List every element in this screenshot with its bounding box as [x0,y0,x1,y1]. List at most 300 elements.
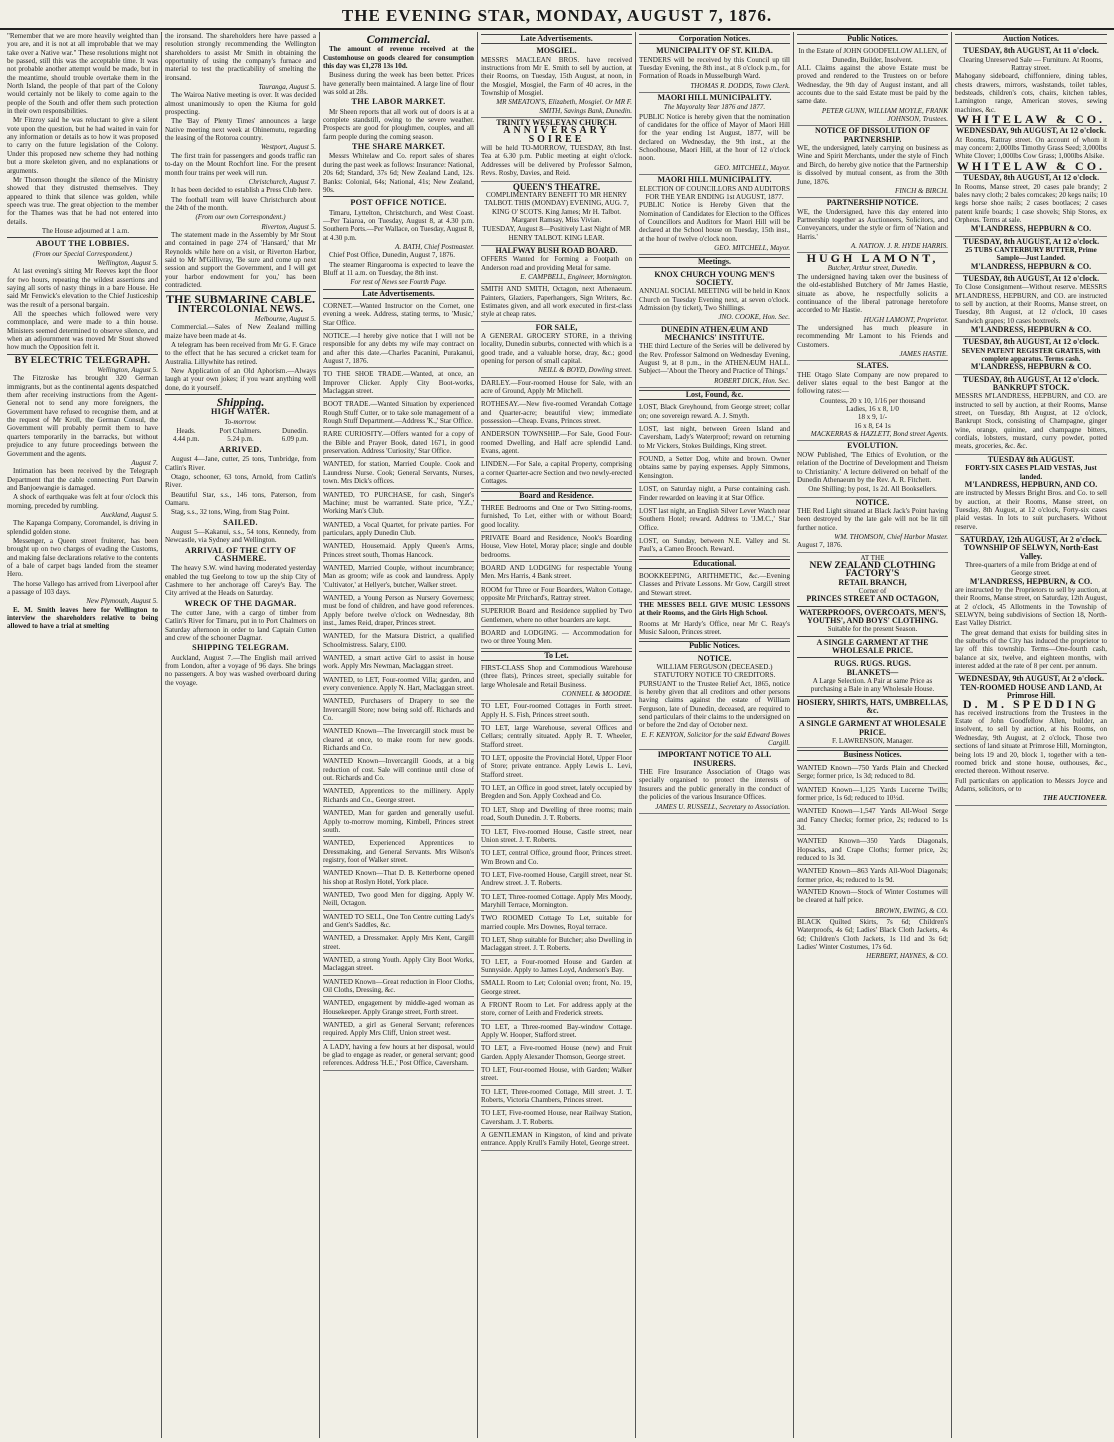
advertisement [797,441,948,497]
classified-ad: WANTED, a girl as General Servant; references required. Apply Mrs Cliff, Union street west. [323,1020,474,1041]
price-row: Countess, 20 x 10, 1/16 per thousand [819,396,926,405]
divider [7,237,158,238]
auction-notice [955,274,1107,337]
advertisement [639,93,790,175]
article-paragraph: Business during the week has been better. Prices have generally been maintained. A large line of flour was sold at 28s. [323,71,474,97]
signature: MR SMEATON'S, Elizabeth, Mosgiel. Or MR F. SMITH, Savings Bank, Dunedin. [496,98,632,115]
classified-ad: LOST, on Saturday night, a Purse containing cash. Finder rewarded on leaving it at Star Office. [639,484,790,505]
article-paragraph: Mr Fitzroy said he was reluctant to give a silent vote upon the question, but he had waited in vain for any information or details as to how it was proposed to carry on the future legislation of the Colony. Under this proposed new scheme they had nothing but a more skeleton given, and no explanations or arguments. [7,116,158,175]
ad-subheading: In the Estate of JOHN GOODFELLOW ALLEN, of Dunedin, Builder, Insolvent. [798,47,947,64]
auction-notice [955,674,1107,805]
byline: (From our Special Correspondent.) [32,249,133,258]
auction-date: TUESDAY, 8th AUGUST, At 12 o'clock. [962,374,1100,384]
auction-notice [955,455,1107,535]
classified-ad: SUPERIOR Board and Residence supplied by Two Gentlemen, where no other boarders are kept. [481,606,632,627]
column-3 [320,32,478,1438]
article-paragraph: The statement made in the Assembly by Mr Stout and contained in page 274 of 'Hansard,' that Mr Reynolds while here on a visit, or Riverton Harbor, said to Mr M'Gillivray, 'Be sure and come up next session and support the Government, and I will get your harbor endowment for you,' has been contradicted. [165,230,316,289]
classified-ad: TO LET, Four-roomed Cottages in Forth street. Apply H. S. Fish, Princes street south. [481,701,632,722]
advertisement [481,46,632,118]
classified-ad: WANTED, to LET, Four-roomed Villa; garden, and every convenience. Apply N. Hart, Maclaggan street. [323,675,474,696]
tide-port-label: Port Chalmers. [219,427,262,436]
ad-heading: PARTNERSHIP NOTICE. [826,198,919,208]
signature: JAMES U. RUSSELL, Secretary to Association. [655,802,790,811]
signature: CONNELL & MOODIE. [561,690,632,699]
classified-ad: BOARD and LODGING. — Accommodation for two or three Young Men. [481,628,632,649]
classified-ad: WANTED, for the Matsura District, a qualified Schoolmistress. Salary, £100. [323,631,474,652]
classified-ad: WANTED, a Dressmaker. Apply Mrs Kent, Cargill street. [323,933,474,954]
classified-ad: A LADY, having a few hours at her disposal, would be glad to engage as reader, or general servant; good references. Address 'H.E.,' Post Office, Caversham. [323,1042,474,1071]
divider [797,606,948,607]
byline: (From our own Correspondent.) [195,213,286,222]
classified-ad: TO LET, Shop and Dwelling of three rooms; main road, South Dunedin. J. T. Roberts. [481,805,632,826]
signature: GEO. MITCHELL, Mayor. [714,243,790,252]
classified-ad: DARLEY.—Four-roomed House for Sale, with an acre of Ground, Apply Mr Mitchell. [481,378,632,399]
article-paragraph: Messrs Whitelaw and Co. report sales of shares during the past week as follows: Insurance: National, 20s 6d; Standard, 37s 6d; New Zealand Land, 12s. Banks: Colonial, 64s; National, 41s; New Zealand, 90s. [323,152,474,194]
ad-heading: EVOLUTION. [847,441,898,451]
divider [797,636,948,637]
dateline: Auckland, August 5. [100,510,158,519]
classified-ad: WANTED Known—750 Yards Plain and Checked Serge; former price, 1s 3d; reduced to 8d. [797,763,948,784]
section-heading: Public Notices. [797,34,948,44]
classified-ad: WANTED, Housemaid. Apply Queen's Arms, Princes street south, Thomas Hancock. [323,541,474,562]
ad-body: THE Otago Slate Company are now prepared to deliver slates equal to the best Bangor at the following rates:— [797,370,948,396]
ad-body: will be held TO-MORROW, TUESDAY, 8th Inst. Tea at 6.30 p.m. Public meeting at eight o'clock. Addresses will be delivered by Professor Salmon, Revs. Rosby, Davies, and Reid. [481,144,632,178]
classified-ad: FOUND, a Setter Dog, white and brown. Owner obtains same by paying expenses. Apply Simmons, Kensington. [639,454,790,483]
classified-ad: BOOKKEEPING, ARITHMETIC, &c.—Evening Classes and Private Lessons. Mr Gow, Cargill street and Stewart street. [639,571,790,600]
classified-ad: LOST, Black Greyhound, from George street; collar on; one sovereign reward. A. J. Smyth. [639,402,790,423]
article-paragraph: the ironsand. The shareholders here have passed a resolution strongly recommending the Wellington shareholders to assist Mr Smith in obtaining the opportunity of using the company's furnace and material to test the practicability of smelting the ironsand. [165,32,316,82]
classified-ad: TO LET, Three-roomed Cottage, Mill street. J. T. Roberts, Victoria Chambers, Princes street. [481,1087,632,1108]
article-paragraph: The cutter Jane, with a cargo of timber from Catlin's River for Timaru, put in to Port Chalmers on Saturday afternoon in order to land Captain Cutten and crew of the schooner Dagmar. [165,609,316,643]
classified-ad: WANTED Known—863 Yards All-Wool Diagonals; former price, 4s; reduced to 1s 9d. [797,866,948,887]
article-paragraph: The football team will leave Christchurch about the 24th of the month. [165,195,316,212]
dateline: Wellington, August 5. [97,258,158,267]
auction-date: SATURDAY, 12th AUGUST, At 2 o'clock. [960,534,1102,544]
classified-ad: TO LET, a Four-roomed House and Garden at Sunnyside. Apply to James Loyd, Anderson's Bay. [481,957,632,978]
signature: GEO. MITCHELL, Mayor. [714,163,790,172]
ad-body: WE, the undersigned, lately carrying on business as Wine and Spirit Merchants, under the style of Finch and Birch, do hereby give notice that the Partnership is dissolved by mutual consent, as from the 30th June, 1876. [797,144,948,186]
article-paragraph: The Fitzroske has brought 320 German immigrants, but as the continental agents despatched them after receiving instructions from the Agent-General not to send any more foreigners, the Government have refused to recognise them, and at the request of Mr Kroll, the German Consul, the Government will probably permit them to have quarters temporarily in the barracks, but without prejudice to any future proceedings between the Government and the agents. [7,374,158,458]
section-heading: ABOUT THE LOBBIES. [35,239,130,249]
ad-body: THE third Lecture of the Series will be delivered by the Rev. Professor Salmond on Wednesday Evening, August 9, at 8 p.m., in the ATHENÆUM HALL. Subject—'About the Theory and Practice of Things.' [639,342,790,376]
section-heading: POST OFFICE NOTICE. [350,198,447,208]
ad-body: THE Fire Insurance Association of Otago was specially organised to protect the interests of Insurers and the public generally in the conduct of the policies of the various Insurance Offices. [639,768,790,802]
article-paragraph: The amount of revenue received at the Customhouse on goods cleared for consumption this day was £1,278 13s 10d. [323,45,474,71]
classified-ad: WANTED Known—1,547 Yards All-Wool Serge and Fancy Checks; former price, 2s; reduced to 1s 3d. [797,806,948,835]
signature: ROBERT DICK, Hon. Sec. [714,376,790,385]
classified-ad: BOOT TRADE.—Wanted Situation by experienced Rough Stuff Cutter, or to take sole management of a Rough Stuff Department.—Address 'K.,' Star Office. [323,399,474,428]
ad-heading: MAORI HILL MUNICIPALITY. [657,175,772,185]
ad-body: THE Red Light situated at Black Jack's Point having been destroyed by the late gale will not be lit till further notice. [797,506,948,532]
ad-body: Full particulars on application to Messrs Joyce and Adams, solicitors, or to [955,776,1107,793]
auctioneer-name: D. M. SPEDDING [962,697,1099,712]
page-title: THE EVENING STAR, MONDAY, AUGUST 7, 1876. [341,6,773,25]
advertisement [797,46,948,126]
section-heading: Lost, Found, &c. [639,390,790,400]
dateline: Westport, August 5. [260,143,316,152]
classified-ad: WANTED, Purchasers of Drapery to see the Invercargill Store; now being sold off. Richards and Co. [323,696,474,725]
section-heading: Business Notices. [797,750,948,760]
ad-body: MESSRS M'LANDRESS, HEPBURN, and CO. are instructed to sell by auction, at their Rooms, Manse street, on Tuesday, 8th August, at 12 o'clock, Bankrupt Stock, consisting of Champagne, ginger wine, orange, quinine, and champagne bitters, cordials, lobsters, mustard, curry powder, potted meats, groceries, &c. &c. [955,392,1107,451]
ad-heading: FOR SALE, [535,322,578,332]
article-paragraph: The Wairoa Native meeting is over. It was decided almost unanimously to open the Kiuma for gold prospecting. [165,91,316,117]
ad-heading: PRINCES STREET AND OCTAGON, [806,594,939,604]
ad-heading: HALFWAY BUSH ROAD BOARD. [495,245,618,255]
column-2 [162,32,320,1438]
divider [797,696,948,697]
article-paragraph: Commercial.—Sales of New Zealand milling maize have been made at 4s. [165,323,316,340]
article-paragraph: At last evening's sitting Mr Reeves kept the floor for two hours, repeating the wildest assertions and saying all sorts of nasty things in a bare House. He said Mr Fenwick's elevation to the Chief Justiceship was the result of a personal bargain. [7,267,158,309]
signature: JNO. COOKE, Hon. Sec. [718,313,790,322]
classified-ad: WANTED Known—That D. B. Ketterborne opened his shop at Roslyn Hotel, York place. [323,868,474,889]
article-paragraph: Messenger, a Queen street fruiterer, has been brought up on two charges of evading the Customs, and making false declarations relative to the contents of a bale of carpet bags landed from the steamer Hero. [7,536,158,579]
advertisement [481,182,632,246]
ad-date: August 7, 1876. [797,541,843,550]
advertisement [639,46,790,93]
ad-body: TENDERS will be received by this Council up till Tuesday Evening, the 8th inst., at 8 o'clock p.m., for Formation of Roads in Musselburgh Ward. [639,55,790,81]
section-heading: Board and Residence. [481,491,632,501]
article-paragraph: Mr Sheen reports that all work out of doors is at a complete standstill, owing to the severe weather. Prospects are good for ploughmen, couples, and all farm people during the coming season. [323,107,474,141]
advertisement [797,198,948,253]
ad-line: FORTY-SIX CASES PLAID VESTAS, Just landed. [965,464,1097,481]
classified-ad: WANTED, a strong Youth. Apply City Boot Works, Maclaggan street. [323,955,474,976]
advertisement [639,175,790,255]
auctioneer-name: M'LANDRESS, HEPBURN & CO. [970,261,1092,271]
column-5 [636,32,794,1438]
ad-body: ANNUAL SOCIAL MEETING will be held in Knox Church on Tuesday Evening next, at seven o'clock. Admission (by ticket), Two Shillings. [639,287,790,312]
ad-body: TUESDAY, August 8—Positively Last Night of MR HENRY TALBOT. KING LEAR. [482,225,631,242]
ad-heading: MUNICIPALITY OF ST. KILDA. [656,46,773,56]
column-4 [478,32,636,1438]
auction-date: WEDNESDAY, 9th AUGUST, At 12 o'clock. [956,126,1106,136]
section-heading: ARRIVAL OF THE CITY OF CASHMERE. [184,545,297,563]
ad-body: are instructed by the Proprietors to sell by auction, at their Rooms, Manse street, on Saturday, 12th August, at 2 o'clock, 45 Allotments in the Township of SELWYN, being subdivisions of Section 18, North-East Valley District. [955,585,1107,628]
article-paragraph: "Remember that we are more heavily weighted than you are, and it is not at all improbable that we may take over a Native war." These resolutions might not be passed, still this was the acceptable time. It was not probable another attempt would be made, but in the meantime, should trouble overtake them in the North Island, the people of that part of the Colony would certainly not be likely to come again to the people of the South and offer them such protection in their own responsibilities. [7,32,158,116]
classified-ad: LOST last night, an English Silver Lever Watch near Southern Hotel; reward. Address to 'J.M.C.,' Star Office. [639,506,790,535]
article-paragraph: The Kapanga Company, Coromandel, is driving in splendid golden stone. [7,519,158,536]
classified-ad: TO LET, Three-roomed Cottage. Apply Mrs Moody, Maryhill Terrace, Mornington. [481,892,632,913]
ad-body: One Shilling; by post, 1s 2d. All Booksellers. [808,485,937,494]
auction-notice [955,126,1107,173]
ad-line: Clearing Unreserved Sale — Furniture. At Rooms, Rattray street. [959,55,1103,73]
advertisement [639,750,790,813]
classified-ad: WANTED Known—1,125 Yards Lucerne Twills; former price, 1s 6d; reduced to 10½d. [797,785,948,806]
section-heading: THE SUBMARINE CABLE. [165,292,316,307]
auctioneer-name: M'LANDRESS, HEPBURN & CO. [970,325,1092,334]
ad-heading: SLATES. [856,361,889,371]
section-heading: HIGH WATER. [211,407,270,417]
ad-heading: QUEEN'S THEATRE. [512,181,601,192]
advertisement [639,270,790,325]
ad-body: COMPLIMENTARY BENEFIT TO MR HENRY TALBOT. THIS (MONDAY) EVENING, AUG. 7, KING O' SCOTS. King James; Mr H. Talbot. Margaret Ramsay, Miss Vivian. [484,190,629,224]
dateline: August 7. [131,458,158,467]
classified-ad: THREE Bedrooms and One or Two Sitting-rooms, furnished, To Let, either with or without Board; good locality. [481,503,632,532]
auction-date: TUESDAY, 8th AUGUST, At 12 o'clock. [962,273,1100,283]
signature: E. F. KENYON, Solicitor for the said Edward Bowes Cargill. [641,730,790,748]
classified-ad: TO LET, Four-roomed House, with Garden; Walker street. [481,1065,632,1086]
ad-body: PURSUANT to the Trustee Relief Act, 1865, notice is hereby given that all creditors and other persons having claims against the estate of William Ferguson, late of Dunedin, deceased, are required to send particulars of their claims to the undersigned on or before the 2nd day of October next. [639,679,790,730]
article-paragraph: The 'Bay of Plenty Times' announces a large Native meeting next week at Ohinemutu, regarding the leasing of the Rotoroa country. [165,117,316,143]
section-heading: To Let. [481,651,632,661]
auction-notice [955,237,1107,274]
ad-body: At Rooms, Rattray street. On account of whom it may concern: 2,000lbs Timothy Grass Seed; 3,000lbs White Clover; 1,000lbs Cow Grass; 1,000lbs Alsike. [955,135,1107,161]
divider [797,717,948,718]
classified-ad: A FRONT Room to Let. For address apply at the store, corner of Leith and Frederick streets. [481,1000,632,1021]
signature: F. LAWRENSON, Manager. [831,737,914,746]
advertisement [481,663,632,701]
divider [323,196,474,197]
ad-subheading: ELECTION OF COUNCILLORS AND AUDITORS FOR THE YEAR ENDING 1st AUGUST, 1877. [639,184,790,201]
classified-ad: LINDEN.—For Sale, a capital Property, comprising a corner Quarter-acre Section and two newly-erected Cottages. [481,459,632,488]
classified-ad: WANTED Known—350 Yards Diagonals, Hopsacks, and Crape Cloths; former price, 2s; reduced to 1s 3d. [797,836,948,865]
auction-notice [955,46,1107,126]
ad-heading: NEW ZEALAND CLOTHING FACTORY'S [809,560,936,580]
signature: MACKERRAS & HAZLETT, Bond street Agents. [810,430,948,439]
classified-ad: TO LET, Shop suitable for Butcher; also Dwelling in Maclaggan street. J. T. Roberts. [481,935,632,956]
advertisement [797,361,948,441]
ad-line: SEVEN PATENT REGISTER GRATES, with complete apparatus. Terms cash. [961,346,1101,364]
ad-subheading: The Mayoralty Year 1876 and 1877. [663,103,766,112]
auction-date: WEDNESDAY, 9th AUGUST, At 2 o'clock. [958,674,1104,684]
ad-heading: NOTICE OF DISSOLUTION OF PARTNERSHIP. [814,126,931,144]
advertisement [481,323,632,378]
ad-body: A GENERAL GROCERY STORE, in a thriving locality, Dunedin suburbs, connected with which is a good trade, and a valuable horse, dray, &c.; good opening for person of small capital. [481,332,632,366]
ad-heading: A SINGLE GARMENT AT WHOLESALE PRICE. [798,719,946,737]
classified-ad: ROTHESAY.—New five-roomed Verandah Cottage and Quarter-acre; beautiful view; immediate possession—Cheap. Evans, Princes street. [481,399,632,428]
classified-ad: WANTED Known—Invercargill Goods, at a big reduction of cost. Sale will continue until close of out. Richards and Co. [323,756,474,785]
signature: THOMAS R. DODDS, Town Clerk. [690,81,790,90]
tide-heads-label: Heads. [176,427,196,436]
signature: HUGH LAMONT, Proprietor. [863,315,948,324]
section-heading: Shipping. [216,395,265,410]
ad-heading: BLANKETS— [846,667,899,677]
ad-body: are instructed by Messrs Bright Bros. and Co. to sell by auction, at their Rooms, Manse street, on Tuesday, 8th August, at 12 o'clock, Forty-six cases plaid vestas. In lots to suit purchasers. Without reserve. [955,489,1107,531]
ad-heading: IMPORTANT NOTICE TO ALL INSURERS. [657,750,772,768]
ad-line: 25 TUBS CANTERBURY BUTTER, Prime Sample—Just Landed. [965,245,1097,263]
section-heading: Commercial. [366,32,431,46]
advertisement [797,498,948,553]
article-paragraph: E. M. Smith leaves here for Wellington to interview the shareholders relative to being allowed to have a trial at smelting [7,605,158,631]
ad-heading: NOTICE. [855,497,890,507]
article-paragraph: The steamer Ringarooma is expected to leave the Bluff at 11 a.m. on Tuesday, the 8th inst. [323,260,474,277]
column-7 [952,32,1110,1438]
classified-ad: TO LET, central Office, ground floor, Princes street. Wm Brown and Co. [481,848,632,869]
section-heading: Meetings. [639,257,790,267]
signature: E. CAMPBELL, Engineer, Mornington. [520,272,632,281]
dateline: Wellington, August 5. [97,366,158,375]
signature: FINCH & BIRCH. [894,186,948,195]
ad-heading: A SINGLE GARMENT AT THE WHOLESALE PRICE. [816,637,929,656]
auction-notice [955,535,1107,675]
classified-ad: WANTED Known—Great reduction in Floor Cloths, Oil Cloths, Dressing, &c. [323,977,474,998]
column-6 [794,32,952,1438]
dateline: New Plymouth, August 5. [86,597,158,606]
classified-ad: LOST, last night, between Green Island and Caversham, Lady's Waterproof; reward on returning to Mr Vickers, Stokes Buildings, King street. [639,424,790,453]
ad-display: ANNIVERSARY SOIREE [503,125,610,145]
auctioneer-name: WHITELAW & CO. [956,112,1106,127]
ad-heading: TOWNSHIP OF SELWYN, North-East Valley. [963,543,1099,561]
ad-heading: WATERPROOFS, OVERCOATS, MEN'S, YOUTHS', AND BOYS' CLOTHING. [799,607,946,625]
classified-ad: WANTED, TO PURCHASE, for cash, Singer's Machine; must be warranted. State price, 'Y.Z.,' Working Man's Club. [323,490,474,519]
section-heading: Late Advertisements. [481,34,632,44]
ad-body: In Rooms, Manse street, 20 cases pale brandy; 2 bales navy cloth; 2 bales corncakes; 20 kegs nails; 10 kegs horse shoe nails; 2 cases bootlaces; 2 cases patent knife boards; 1 case shovels; Ship Stores, ex Orpheus. Terms at sale. [955,182,1107,224]
ad-body: ALL Claims against the above Estate must be proved and rendered to the Trustees on or before Wednesday, the 9th day of August instant, and all accounts due to the said Estate must be paid by the same date. [797,64,948,106]
notice: For rest of News see Fourth Page. [350,278,447,287]
article-paragraph: Intimation has been received by the Telegraph Department that the cable connecting Port Darwin and Banjoewangie is damaged. [7,467,158,492]
ad-heading: MAORI HILL MUNICIPALITY. [657,93,772,103]
article-paragraph: The horse Vallego has arrived from Liverpool after a passage of 103 days. [7,579,158,596]
ad-heading: TRINITY WESLEYAN CHURCH. [496,118,617,128]
advertisement [639,654,790,751]
section-heading: Public Notices. [639,641,790,651]
shipping-entry: Stag, s.s., 32 tons, Wing, from Stag Point. [171,508,290,517]
classified-ad: ROOM for Three or Four Boarders, Walton Cottage, opposite Mr Pritchard's, Rattray street. [481,585,632,606]
tide-table [165,427,316,444]
section-heading: Auction Notices. [955,34,1107,44]
classified-ad: SMALL Room to Let; Colonial oven; front, No. 19, George street. [481,978,632,999]
classified-ad: WANTED, Apprentices to the millinery. Apply Richards and Co., George street. [323,786,474,807]
section-heading: Late Advertisements. [323,289,474,299]
shipping-entry: Otago, schooner, 63 tons, Arnold, from Catlin's River. [165,472,316,490]
ad-body: The undersigned has much pleasure in recommending Mr Lamont to his Friends and Customers. [797,324,948,349]
classified-ad: WANTED, Two good Men for digging. Apply W. Neill, Octagon. [323,890,474,911]
ad-body: WE, the Undersigned, have this day entered into Partnership together as Auctioneers, Solicitors, and Conveyancers, under the style or firm of 'Nation and Harris.' [797,207,948,241]
auctioneer-name: M'LANDRESS, HEPBURN, & CO. [969,576,1093,586]
advertisement [481,246,632,284]
auctioneer-name: M'LANDRESS, HEPBURN, AND CO. [964,479,1098,489]
article-paragraph: A shock of earthquake was felt at four o'clock this morning, preceded by rumbling. [7,493,158,510]
ad-body: PUBLIC Notice is hereby given that the nomination of candidates for the office of Mayor of Maori Hill for the year ending 1st August, 1877, will be declared on Wednesday, the 9th inst., at the Schoolhouse, Maori Hill, at the hour of 12 o'clock noon. [639,112,790,163]
article-paragraph: A telegram has been received from Mr G. F. Grace to the effect that he has secured a cricket team for Australia. Lillywhite has retired. [165,341,316,366]
ad-body: FIRST-CLASS Shop and Commodious Warehouse (three flats), Princes street, specially suitable for large Wholesale and Retail Business. [481,664,632,689]
classified-ad: WANTED, for station, Married Couple. Cook and Laundress Nurse. Cook; General Servants, Nurses, town. Mrs Dick's offices. [323,459,474,488]
section-heading: SHIPPING TELEGRAM. [192,643,289,653]
advertisement [481,118,632,181]
ad-body: The undersigned having taken over the business of the old-established Butchery of Mr James Hastie, situate as above, he respectfully solicits a continuance of the liberal patronage heretofore accorded to Mr Hastie. [797,272,948,315]
article-paragraph: The heavy S.W. wind having moderated yesterday enabled the tug Geelong to tow up the ship City of Cashmere to her anchorage off Carey's Bay. The City arrived at the Heads on Saturday. [165,564,316,598]
ad-heading: RETAIL BRANCH, [838,577,907,587]
subheading: To-morrow. [224,417,257,426]
tide-dunedin-label: Dunedin. [282,427,308,436]
classified-ad: TO LET, a Three-roomed Bay-window Cottage. Apply W. Hooper, Stafford street. [481,1022,632,1043]
ad-line: Suitable for the present Season. [827,625,918,634]
signature: A. NATION. J. R. HYDE HARRIS. [850,241,948,250]
price-row: 16 x 8, £4 1s [854,421,891,430]
dateline: Melbourne, August 5. [254,315,316,323]
ad-display: HUGH LAMONT, [806,251,939,266]
ad-subheading: Butcher, Arthur street, Dunedin. [827,263,918,272]
classified-ad: ANDERSON TOWNSHIP.—For Sale, Good Four-roomed Dwelling, and Half acre splendid Land. Evans, agent. [481,429,632,458]
auction-notice [955,337,1107,374]
auction-notice [955,173,1107,236]
columns [4,32,1110,1438]
section-heading: INTERCOLONIAL NEWS. [177,303,304,315]
signature: NEILL & BOYD, Dowling street. [538,366,632,375]
ad-body: The great demand that exists for building sites in the suburbs of the City has induced the proprietor to lay off this township. Terms—One-fourth cash, balance at six, twelve, and eighteen months, with interest added at the rate of 8 per cent. per annum. [955,628,1107,671]
ad-body: OFFERS Wanted for Forming a Footpath on Anderson road and providing Metal for same. [481,255,632,272]
classified-ad: TO LET, large Warehouse, several Offices and Cellars; centrally situated. Apply R. T. Wheeler, Stafford street. [481,723,632,752]
article-paragraph: The first train for passengers and goods traffic ran to-day on the Mount Rochfort line. For the present month four trains per week will run. [165,151,316,177]
classified-ad: BLACK Quilted Skirts, 7s 6d; Children's Waterproofs, 4s 6d; Ladies' Black Cloth Jackets, 4s 6d; Children's Cloth Jackets, 1s 11d and 3s 6d; Ladies' Winter Costumes, 17s 6d. [797,917,948,951]
article-paragraph: It has been decided to establish a Press Club here. [171,186,313,195]
ad-line: AT THE [860,553,885,562]
classified-ad: BOARD AND LODGING for respectable Young Men. Mrs Harris, 4 Bank street. [481,563,632,584]
auction-date: TUESDAY, 8th AUGUST, At 12 o'clock. [962,173,1100,183]
signature: THE AUCTIONEER. [1043,794,1107,803]
classified-ad: TO LET, Five-roomed House, near Railway Station, Caversham. J. T. Roberts. [481,1108,632,1129]
section-heading: THE LABOR MARKET. [351,97,446,107]
ad-heading: NOTICE. [697,653,732,663]
classified-ad: TO LET, opposite the Provincial Hotel, Upper Floor of Store; private entrance. Apply Lewis L. Levi, Stafford street. [481,753,632,782]
divider [797,657,948,658]
auction-date: TUESDAY, 8th AUGUST, At 12 o'clock. [962,337,1100,347]
signature: BROWN, EWING, & CO. [797,906,948,918]
classified-ad: TWO ROOMED Cottage To Let, suitable for married couple. Mrs Downes, Royal terrace. [481,913,632,934]
classified-ad: SMITH AND SMITH, Octagon, next Athenaeum. Painters, Glaziers, Paperhangers, Sign Writers, &c. Estimates given, and all work executed in first-class style at cheap rates. [481,284,632,321]
classified-ad: A GENTLEMAN in Kingston, of kind and private entrance. Apply Krull's Family Hotel, George street. [481,1130,632,1151]
dateline: Riverton, August 5. [261,222,316,231]
classified-ad: WANTED, Experienced Apprentices to Dressmaking, and General Servants. Mrs Wilson's registry, foot of Walker street. [323,838,474,867]
ad-body: has received instructions from the Trustees in the Estate of John Goodfellow Allen, builder, an insolvent, to sell by auction, at his Rooms, on Wednesday, 9th August, at 2 o'clock, Those two sections of land situate at Primrose Hill, Mornington, being lots 19 and 20, block 1, together with a ten-roomed brick and stone house, outhouses, &c., erected thereon. Without reserve. [955,708,1107,776]
article-paragraph: New Application of an Old Aphorism.—Always laugh at your own jokes; if you want anything well done, do it yourself. [165,367,316,392]
section-heading: ARRIVED. [219,444,262,454]
signature: HERBERT, HAYNES, & CO. [866,952,948,961]
signature: PETER GUNN, WILLIAM MOYLE, FRANK JOHNSON, Trustees. [821,106,948,124]
classified-ad: WANTED TO SELL, One Ton Centre cutting Lady's and Gent's Saddles, &c. [323,912,474,933]
advertisement [797,126,948,198]
auctioneer-name: M'LANDRESS, HEPBURN & CO. [970,362,1092,372]
shipping-entry: Beautiful Star, s.s., 146 tons, Paterson, from Oamaru. [165,490,316,507]
classified-ad: WANTED Known—The Invercargill stock must be cleared at once, to make room for new goods. Richards and Co. [323,726,474,755]
ad-line: Three-quarters of a mile from Bridge at end of George street. [965,560,1097,578]
ad-heading: BANKRUPT STOCK. [992,383,1070,393]
price-row: Ladies, 16 x 8, 1/0 [846,405,899,414]
article-paragraph: Mr Thomson thought the silence of the Ministry showed that they distrusted themselves. They appeared to think that silence was golden, while speech was true. The great objection to the member for the Thames was that he had not entered into details. [7,175,158,226]
auctioneer-name: M'LANDRESS, HEPBURN & CO. [970,224,1092,234]
advertisement [797,253,948,361]
ad-heading: TEN-ROOMED HOUSE AND LAND, At Primrose Hill. [960,682,1102,701]
advertisement [639,325,790,388]
divider [7,354,158,355]
shipping-entry: August 4—Jane, cutter, 25 tons, Tunbridge, from Catlin's River. [165,455,316,472]
classified-ad: LOST, on Sunday, between N.E. Valley and St. Paul's, a Cameo Brooch. Reward. [639,536,790,557]
ad-heading: HOSIERY, SHIRTS, HATS, UMBRELLAS, &c. [797,697,948,716]
classified-ad: WANTED, engagement by middle-aged woman as Housekeeper. Apply Grange street, Forth street. [323,998,474,1019]
section-heading: Corporation Notices. [639,34,790,44]
article-paragraph: The House adjourned at 1 a.m. [41,226,130,235]
price-row: 18 x 9, 1/- [857,413,888,422]
classified-ad: RARE CURIOSITY.—Offers wanted for a copy of the Bible and Prayer Book, dated 1671, in good preservation. Address 'Curiosity,' Star Office. [323,429,474,458]
ad-heading: MOSGIEL. [536,46,577,56]
ad-heading: RUGS. RUGS. RUGS. [834,659,911,669]
classified-ad: Rooms at Mr Hardy's Office, near Mr C. Reay's Music Saloon, Princes street. [639,619,790,640]
classified-ad: NOTICE.—I hereby give notice that I will not be responsible for any debts my wife may contract on and after this date.—Charles Pacanini, Purakanui, August 7, 1876. [323,331,474,368]
ad-body: Mahogany sideboard, chiffonniere, dining tables, chests drawers, mirrors, washstands, toilet tables, bedsteads, children's cots, chairs, kitchen tables, Lamington range, American stoves, sewing machines, &c. [955,72,1107,114]
ad-heading: KNOX CHURCH YOUNG MEN'S SOCIETY. [654,269,775,287]
classified-ad: THE MESSES BELL GIVE MUSIC LESSONS at their Rooms, and the Girls High School. [639,600,790,618]
auctioneer-name: WHITELAW & CO. [956,158,1106,173]
section-heading: Educational. [639,559,790,569]
signature: A. BATH, Chief Postmaster. [395,242,474,251]
classified-ad: PRIVATE Board and Residence, Nook's Boarding House, View Hotel, Moray place; single and double bedrooms. [481,533,632,562]
ad-body: MESSRS MACLEAN BROS. have received instructions from Mr E. Smith to sell by auction, at their Rooms, on Tuesday, 15th August, at noon, in the Mosgiel, Mosgiel, the Farm of 40 acres, in the Township of Mosgiel. [481,55,632,98]
auction-date: TUESDAY, 8th AUGUST, At 11 o'clock. [963,46,1099,56]
article-paragraph: All the speeches which followed were very commonplace, and were made to a thin house. Ministers seemed determined to observe silence, and when an adjournment was moved Mr Stout showed how much the Opposition felt it. [7,310,158,352]
clothing-factory-ad [797,553,948,749]
classified-ad: WANTED, Married Couple, without incumbrance; Man as groom; wife as cook and laundress. Apply 'Cultivator,' at Hellyer's, butcher, Walker street. [323,563,474,592]
article-paragraph: Chief Post Office, Dunedin, August 7, 1876. [329,251,455,260]
classified-ad: TO LET, Five-roomed House, Castle street, near Union street. J. T. Roberts. [481,827,632,848]
